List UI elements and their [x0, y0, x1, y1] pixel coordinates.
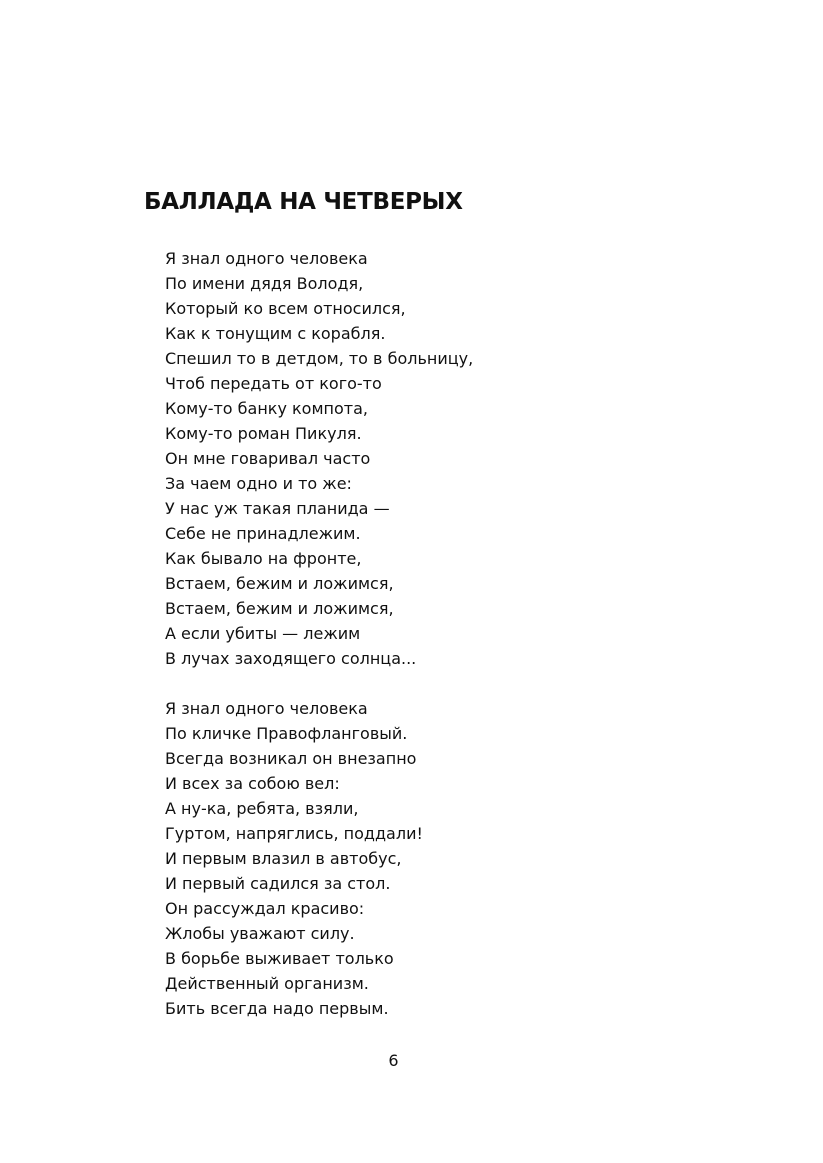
poem-line: Жлобы уважают силу. [165, 924, 355, 943]
poem-line: Как бывало на фронте, [165, 549, 362, 568]
poem-line: Кому-то роман Пикуля. [165, 424, 362, 443]
poem-line: Гуртом, напряглись, поддали! [165, 824, 423, 843]
poem-line: За чаем одно и то же: [165, 474, 352, 493]
stanza-1 [165, 246, 473, 671]
poem-line: Себе не принадлежим. [165, 524, 361, 543]
poem-line: Который ко всем относился, [165, 299, 406, 318]
poem-line: Всегда возникал он внезапно [165, 749, 417, 768]
poem-line: В борьбе выживает только [165, 949, 394, 968]
poem-line: Он мне говаривал часто [165, 449, 371, 468]
poem-line: Спешил то в детдом, то в больницу, [165, 349, 474, 368]
poem-line: У нас уж такая планида — [165, 499, 390, 518]
poem-line: Он рассуждал красиво: [165, 899, 365, 918]
poem-line: В лучах заходящего солнца... [165, 649, 417, 668]
page-title: БАЛЛАДА НА ЧЕТВЕРЫХ [144, 189, 463, 215]
page-number: 6 [388, 1051, 399, 1070]
poem-line: А если убиты — лежим [165, 624, 361, 643]
poem-line: Встаем, бежим и ложимся, [165, 599, 394, 618]
poem-line: И первый садился за стол. [165, 874, 391, 893]
poem-line: Встаем, бежим и ложимся, [165, 574, 394, 593]
stanza-2 [165, 696, 473, 1021]
poem-line: По кличке Правофланговый. [165, 724, 408, 743]
poem-line: И всех за собою вел: [165, 774, 340, 793]
poem-line: Кому-то банку компота, [165, 399, 368, 418]
poem-line: Действенный организм. [165, 974, 369, 993]
poem-line: Я знал одного человека [165, 699, 368, 718]
poem-body [165, 246, 473, 1021]
poem-line: Как к тонущим с корабля. [165, 324, 386, 343]
poem-line: А ну-ка, ребята, взяли, [165, 799, 359, 818]
poem-line: Я знал одного человека [165, 249, 368, 268]
poem-line: По имени дядя Володя, [165, 274, 364, 293]
poem-line: И первым влазил в автобус, [165, 849, 402, 868]
poem-line: Бить всегда надо первым. [165, 999, 389, 1018]
poem-line: Чтоб передать от кого-то [165, 374, 382, 393]
